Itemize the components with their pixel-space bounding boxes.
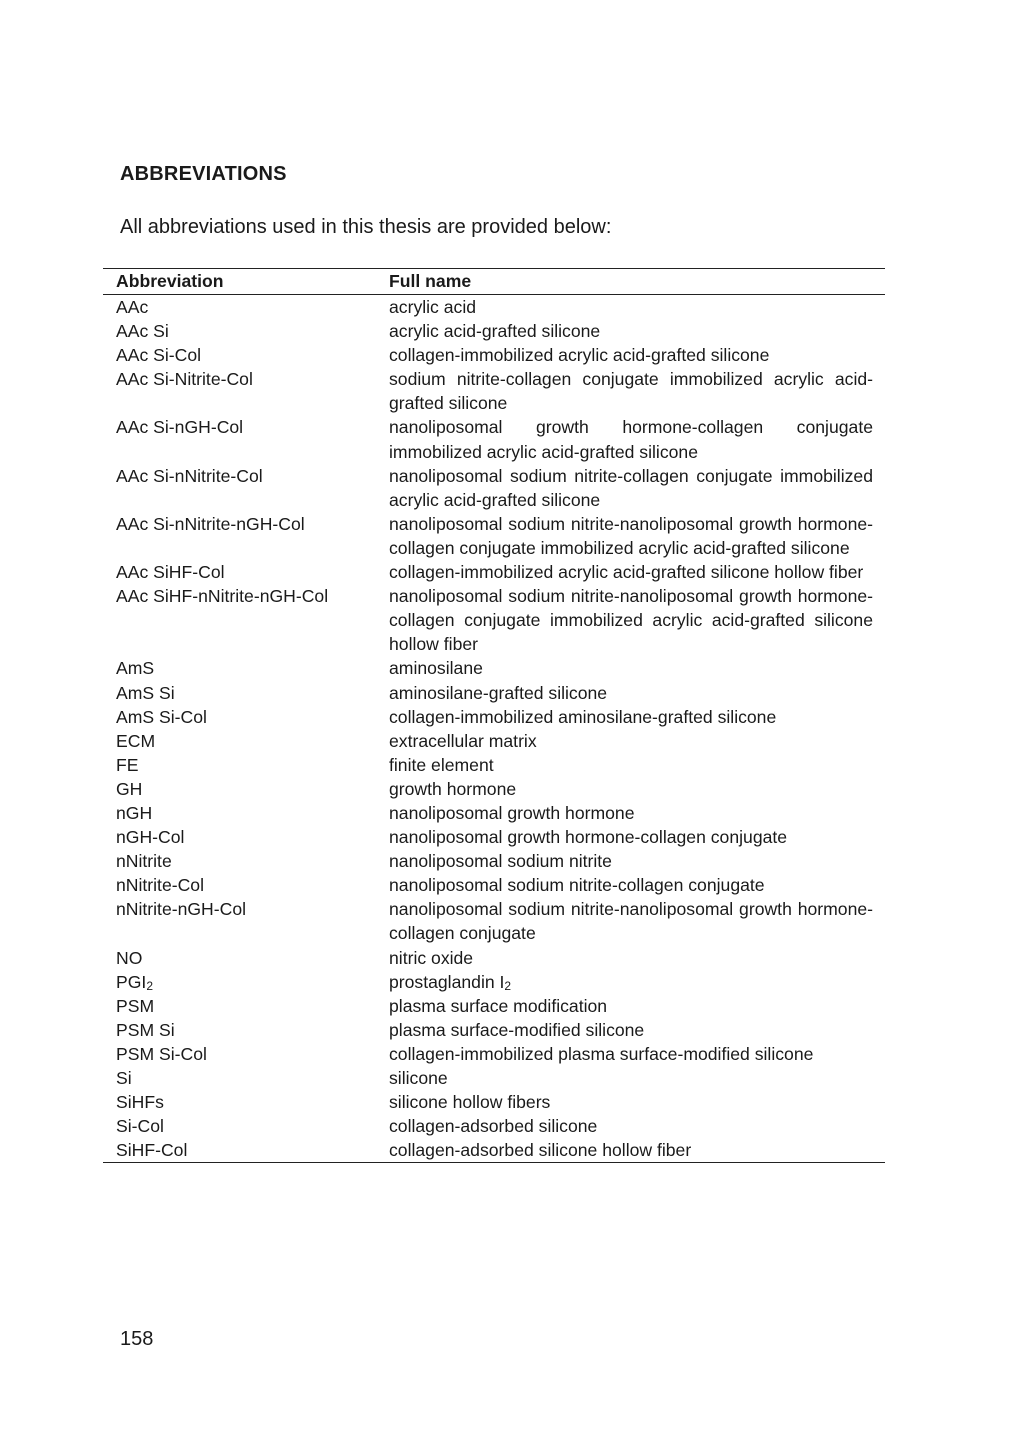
- full-name-text: collagen-immobilized plasma surface-modified silicone: [389, 1043, 814, 1064]
- full-name-cell: [389, 1066, 885, 1090]
- abbreviation-text: nNitrite-Col: [116, 875, 204, 896]
- abbreviation-text: AAc Si-nNitrite-Col: [116, 465, 263, 486]
- table-row: [103, 464, 885, 512]
- abbreviation-cell: [103, 849, 389, 873]
- abbreviation-cell: [103, 777, 389, 801]
- full-name-text: finite element: [389, 754, 494, 775]
- full-name-text: nanoliposomal sodium nitrite-collagen conjugate immobilized acrylic acid-grafted silicone: [389, 465, 873, 510]
- table-row: [103, 729, 885, 753]
- abbreviation-text: AAc Si-Col: [116, 345, 202, 366]
- table-row: [103, 849, 885, 873]
- abbreviation-text: PSM: [116, 995, 155, 1016]
- abbreviation-text: AAc Si-Nitrite-Col: [116, 369, 253, 390]
- abbreviation-cell: [103, 295, 389, 320]
- abbreviation-cell: [103, 367, 389, 415]
- abbreviation-cell: [103, 1090, 389, 1114]
- table-row: [103, 319, 885, 343]
- abbreviation-cell: [103, 681, 389, 705]
- full-name-cell: [389, 656, 885, 680]
- full-name-text: plasma surface-modified silicone: [389, 1019, 645, 1040]
- abbreviation-cell: [103, 560, 389, 584]
- abbreviation-cell: [103, 729, 389, 753]
- full-name-text: prostaglandin I: [389, 971, 505, 992]
- table-row: [103, 897, 885, 945]
- full-name-text: acrylic acid: [389, 297, 477, 317]
- full-name-text: nanoliposomal growth hormone: [389, 802, 635, 823]
- full-name-text: nanoliposomal sodium nitrite-collagen conjugate: [389, 875, 765, 896]
- full-name-text: sodium nitrite-collagen conjugate immobilized acrylic acid-grafted silicone: [389, 369, 873, 414]
- abbreviation-cell: [103, 825, 389, 849]
- full-name-cell: [389, 1114, 885, 1138]
- header-row: [103, 269, 885, 295]
- full-name-text: nanoliposomal sodium nitrite-nanoliposomal growth hormone-collagen conjugate: [389, 899, 873, 944]
- table-row: [103, 873, 885, 897]
- header-full-name: Full name: [389, 269, 885, 295]
- table-row: [103, 656, 885, 680]
- abbreviation-text: Si: [116, 1068, 132, 1088]
- full-name-text: growth hormone: [389, 778, 517, 799]
- table-row: [103, 1066, 885, 1090]
- table-row: [103, 1138, 885, 1163]
- abbreviation-text: nNitrite-nGH-Col: [116, 899, 247, 920]
- abbreviation-cell: [103, 1042, 389, 1066]
- full-name-text: collagen-adsorbed silicone: [389, 1116, 598, 1137]
- full-name-text: silicone: [389, 1068, 448, 1088]
- abbreviation-text: AAc Si-nNitrite-nGH-Col: [116, 513, 305, 534]
- abbreviation-text: AAc Si-nGH-Col: [116, 417, 244, 438]
- abbreviation-cell: [103, 1138, 389, 1163]
- abbreviation-text: AmS: [116, 658, 155, 679]
- intro-text: All abbreviations used in this thesis are provided below:: [120, 216, 612, 238]
- abbreviation-text: nGH-Col: [116, 827, 185, 848]
- full-name-cell: [389, 994, 885, 1018]
- full-name-cell: [389, 1018, 885, 1042]
- full-name-cell: [389, 729, 885, 753]
- table-row: [103, 1042, 885, 1066]
- abbreviation-text: ECM: [116, 730, 156, 751]
- abbreviation-text: PGI: [116, 971, 147, 992]
- abbreviation-cell: [103, 319, 389, 343]
- full-name-cell: [389, 319, 885, 343]
- full-name-text: acrylic acid-grafted silicone: [389, 321, 601, 342]
- table-row: [103, 584, 885, 656]
- table-header: [103, 269, 885, 295]
- abbreviation-cell: [103, 343, 389, 367]
- table-row: [103, 343, 885, 367]
- abbreviation-cell: [103, 464, 389, 512]
- abbreviation-cell: [103, 753, 389, 777]
- abbreviation-text: PSM Si: [116, 1019, 175, 1040]
- abbreviations-table: [103, 268, 885, 1163]
- abbreviation-text: GH: [116, 778, 143, 799]
- table-body: [103, 295, 885, 1163]
- table-row: [103, 1090, 885, 1114]
- full-name-cell: [389, 897, 885, 945]
- full-name-cell: [389, 415, 885, 463]
- abbreviation-cell: [103, 946, 389, 970]
- full-name-cell: [389, 825, 885, 849]
- full-name-cell: [389, 367, 885, 415]
- full-name-text: nitric oxide: [389, 947, 474, 968]
- abbreviation-cell: [103, 994, 389, 1018]
- abbreviation-text: AmS Si-Col: [116, 706, 207, 727]
- abbreviation-subscript: 2: [146, 978, 153, 993]
- header-abbreviation: Abbreviation: [103, 269, 389, 295]
- full-name-text: plasma surface modification: [389, 995, 608, 1016]
- full-name-text: extracellular matrix: [389, 730, 537, 751]
- full-name-cell: [389, 560, 885, 584]
- abbreviation-text: SiHFs: [116, 1092, 164, 1113]
- abbreviation-cell: [103, 656, 389, 680]
- table-row: [103, 801, 885, 825]
- table-row: [103, 825, 885, 849]
- table-row: [103, 367, 885, 415]
- table-row: [103, 512, 885, 560]
- full-name-text: collagen-immobilized acrylic acid-grafted silicone: [389, 345, 770, 366]
- full-name-text: nanoliposomal sodium nitrite-nanoliposomal growth hormone-collagen conjugate immobilized acrylic acid-grafted silicone hollow fiber: [389, 586, 873, 655]
- full-name-cell: [389, 1042, 885, 1066]
- abbreviation-cell: [103, 873, 389, 897]
- full-name-cell: [389, 584, 885, 656]
- abbreviation-cell: [103, 415, 389, 463]
- full-name-cell: [389, 464, 885, 512]
- full-name-text: aminosilane: [389, 658, 483, 679]
- full-name-cell: [389, 512, 885, 560]
- full-name-cell: [389, 705, 885, 729]
- page-number: 158: [120, 1328, 154, 1350]
- full-name-cell: [389, 801, 885, 825]
- full-name-cell: [389, 849, 885, 873]
- abbreviation-text: AAc SiHF-Col: [116, 562, 225, 583]
- full-name-cell: [389, 1138, 885, 1163]
- full-name-cell: [389, 343, 885, 367]
- table-row: [103, 560, 885, 584]
- abbreviation-text: nNitrite: [116, 851, 172, 872]
- abbreviation-cell: [103, 897, 389, 945]
- abbreviation-text: Si-Col: [116, 1116, 164, 1137]
- full-name-text: collagen-immobilized aminosilane-grafted silicone: [389, 706, 777, 727]
- table-row: [103, 946, 885, 970]
- abbreviation-text: AAc Si: [116, 321, 169, 342]
- full-name-text: nanoliposomal sodium nitrite: [389, 851, 612, 872]
- full-name-cell: [389, 777, 885, 801]
- full-name-cell: [389, 681, 885, 705]
- page-heading: ABBREVIATIONS: [120, 163, 287, 185]
- abbreviation-text: NO: [116, 947, 143, 968]
- abbreviation-text: AAc: [116, 297, 149, 317]
- abbreviation-cell: [103, 1066, 389, 1090]
- abbreviation-cell: [103, 1018, 389, 1042]
- table-row: [103, 994, 885, 1018]
- abbreviation-cell: [103, 705, 389, 729]
- abbreviation-text: PSM Si-Col: [116, 1043, 207, 1064]
- full-name-text: nanoliposomal sodium nitrite-nanoliposomal growth hormone-collagen conjugate immobilized acrylic acid-grafted silicone: [389, 513, 873, 558]
- full-name-cell: [389, 753, 885, 777]
- table-row: [103, 1018, 885, 1042]
- full-name-cell: [389, 295, 885, 320]
- full-name-text: aminosilane-grafted silicone: [389, 682, 608, 703]
- abbreviation-cell: [103, 512, 389, 560]
- full-name-cell: [389, 970, 885, 994]
- abbreviation-text: SiHF-Col: [116, 1140, 188, 1161]
- abbreviation-cell: [103, 584, 389, 656]
- full-name-cell: [389, 946, 885, 970]
- abbreviation-text: AAc SiHF-nNitrite-nGH-Col: [116, 586, 329, 607]
- full-name-text: collagen-adsorbed silicone hollow fiber: [389, 1140, 692, 1161]
- full-name-text: collagen-immobilized acrylic acid-grafted silicone hollow fiber: [389, 562, 864, 583]
- abbreviation-cell: [103, 801, 389, 825]
- table-row: [103, 705, 885, 729]
- abbreviation-text: AmS Si: [116, 682, 175, 703]
- abbreviation-text: FE: [116, 754, 139, 775]
- table-row: [103, 681, 885, 705]
- table-row: [103, 295, 885, 320]
- full-name-cell: [389, 1090, 885, 1114]
- full-name-text: nanoliposomal growth hormone-collagen conjugate immobilized acrylic acid-grafted silicone: [389, 417, 873, 462]
- full-name-cell: [389, 873, 885, 897]
- table-row: [103, 415, 885, 463]
- abbreviation-cell: [103, 970, 389, 994]
- table-row: [103, 753, 885, 777]
- full-name-text: nanoliposomal growth hormone-collagen conjugate: [389, 827, 788, 848]
- table-row: [103, 1114, 885, 1138]
- full-name-subscript: 2: [504, 978, 512, 993]
- table-row: [103, 970, 885, 994]
- full-name-text: silicone hollow fibers: [389, 1092, 551, 1113]
- table-row: [103, 777, 885, 801]
- abbreviation-text: nGH: [116, 802, 153, 823]
- abbreviation-cell: [103, 1114, 389, 1138]
